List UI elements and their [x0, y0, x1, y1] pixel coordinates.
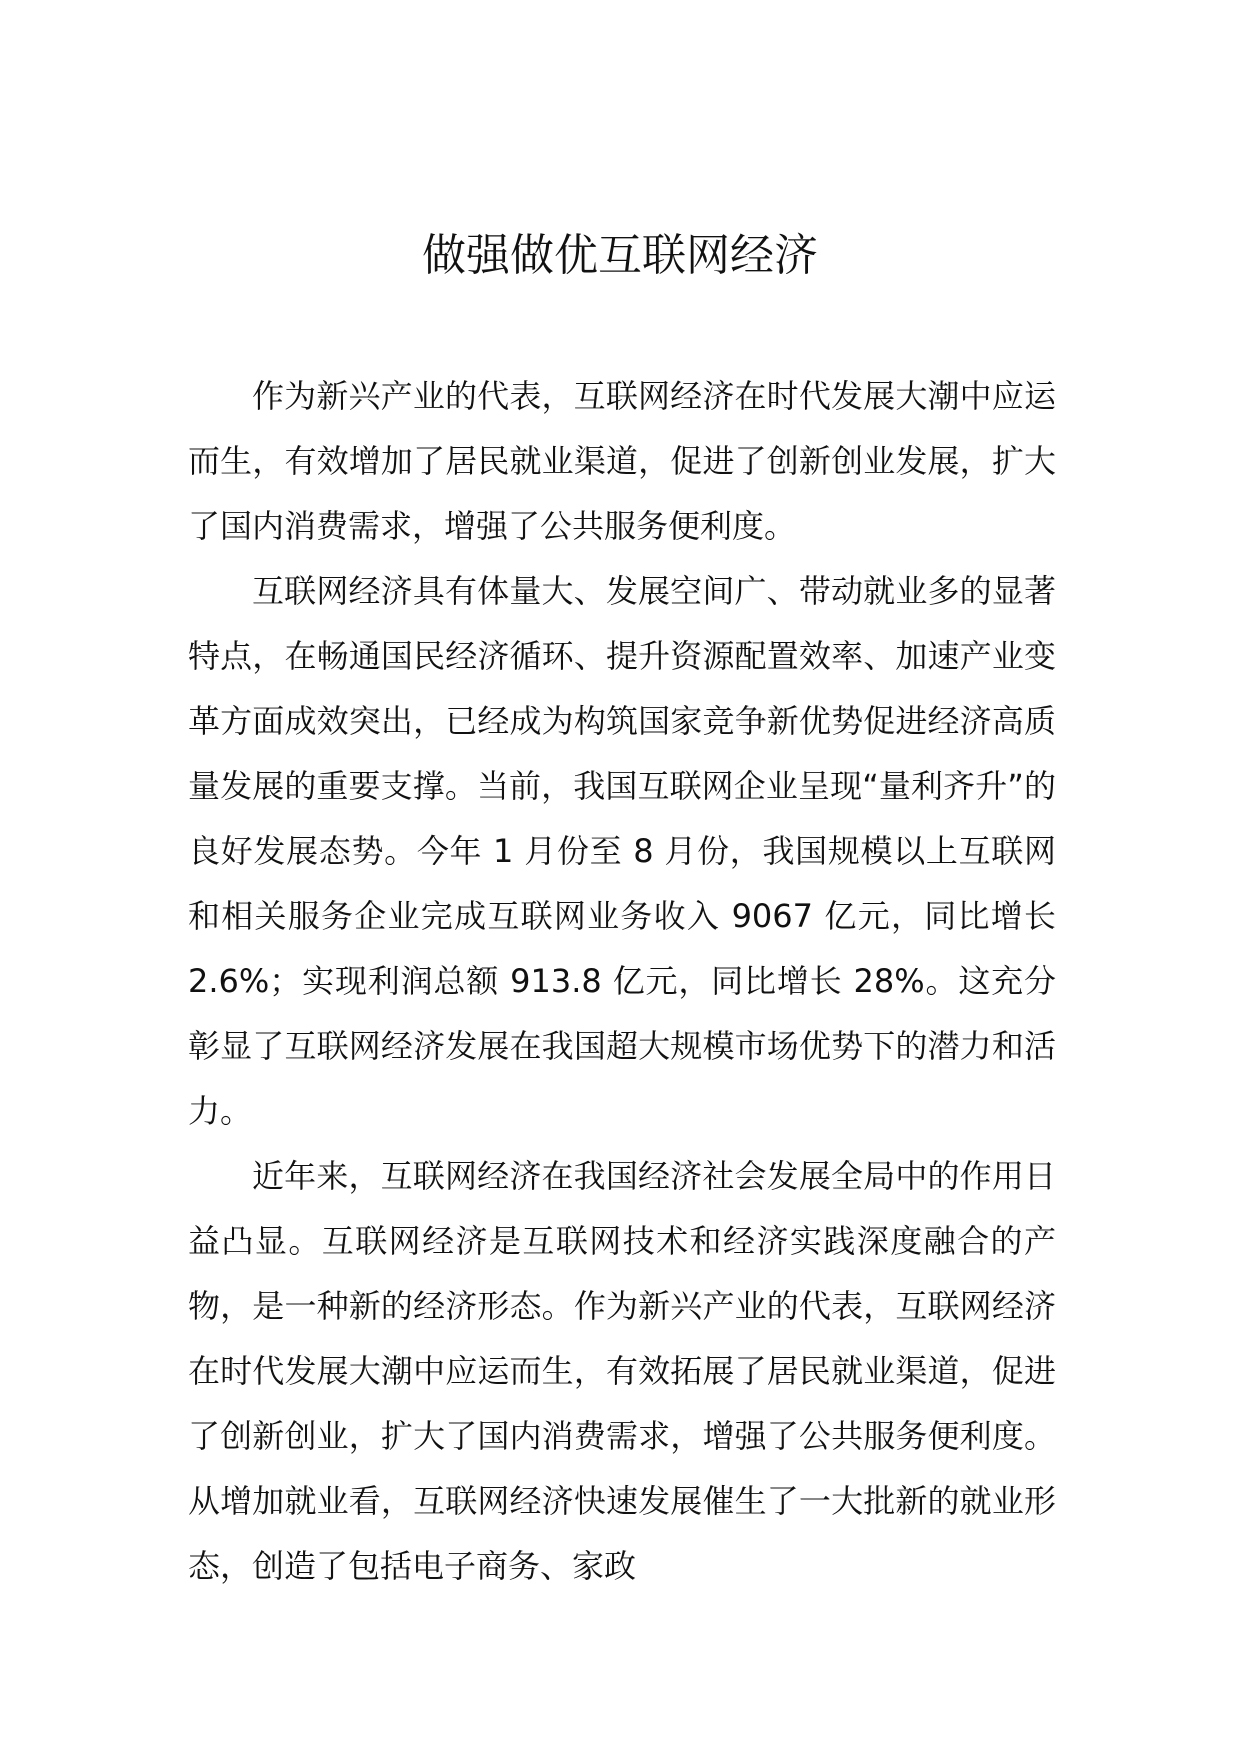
- paragraph-intro: 作为新兴产业的代表，互联网经济在时代发展大潮中应运而生，有效增加了居民就业渠道，促进了创新创业发展，扩大了国内消费需求，增强了公共服务便利度。: [188, 377, 1056, 545]
- document-body: [188, 364, 1056, 1599]
- document-title: 做强做优互联网经济: [422, 230, 818, 281]
- paragraph-role: 近年来，互联网经济在我国经济社会发展全局中的作用日益凸显。互联网经济是互联网技术和经济实践深度融合的产物，是一种新的经济形态。作为新兴产业的代表，互联网经济在时代发展大潮中应运而生，有效拓展了居民就业渠道，促进了创新创业，扩大了国内消费需求，增强了公共服务便利度。从增加就业看，互联网经济快速发展催生了一大批新的就业形态，创造了包括电子商务、家政: [188, 1157, 1056, 1585]
- paragraph-features: 互联网经济具有体量大、发展空间广、带动就业多的显著特点，在畅通国民经济循环、提升资源配置效率、加速产业变革方面成效突出，已经成为构筑国家竞争新优势促进经济高质量发展的重要支撑。当前，我国互联网企业呈现“量利齐升”的良好发展态势。今年 1 月份至 8 月份，我国规模以上互联网和相关服务企业完成互联网业务收入 9067 亿元，同比增长 2.6%；实现利润总额 913.8 亿元，同比增长 28%。这充分彰显了互联网经济发展在我国超大规模市场优势下的潜力和活力。: [188, 572, 1056, 1130]
